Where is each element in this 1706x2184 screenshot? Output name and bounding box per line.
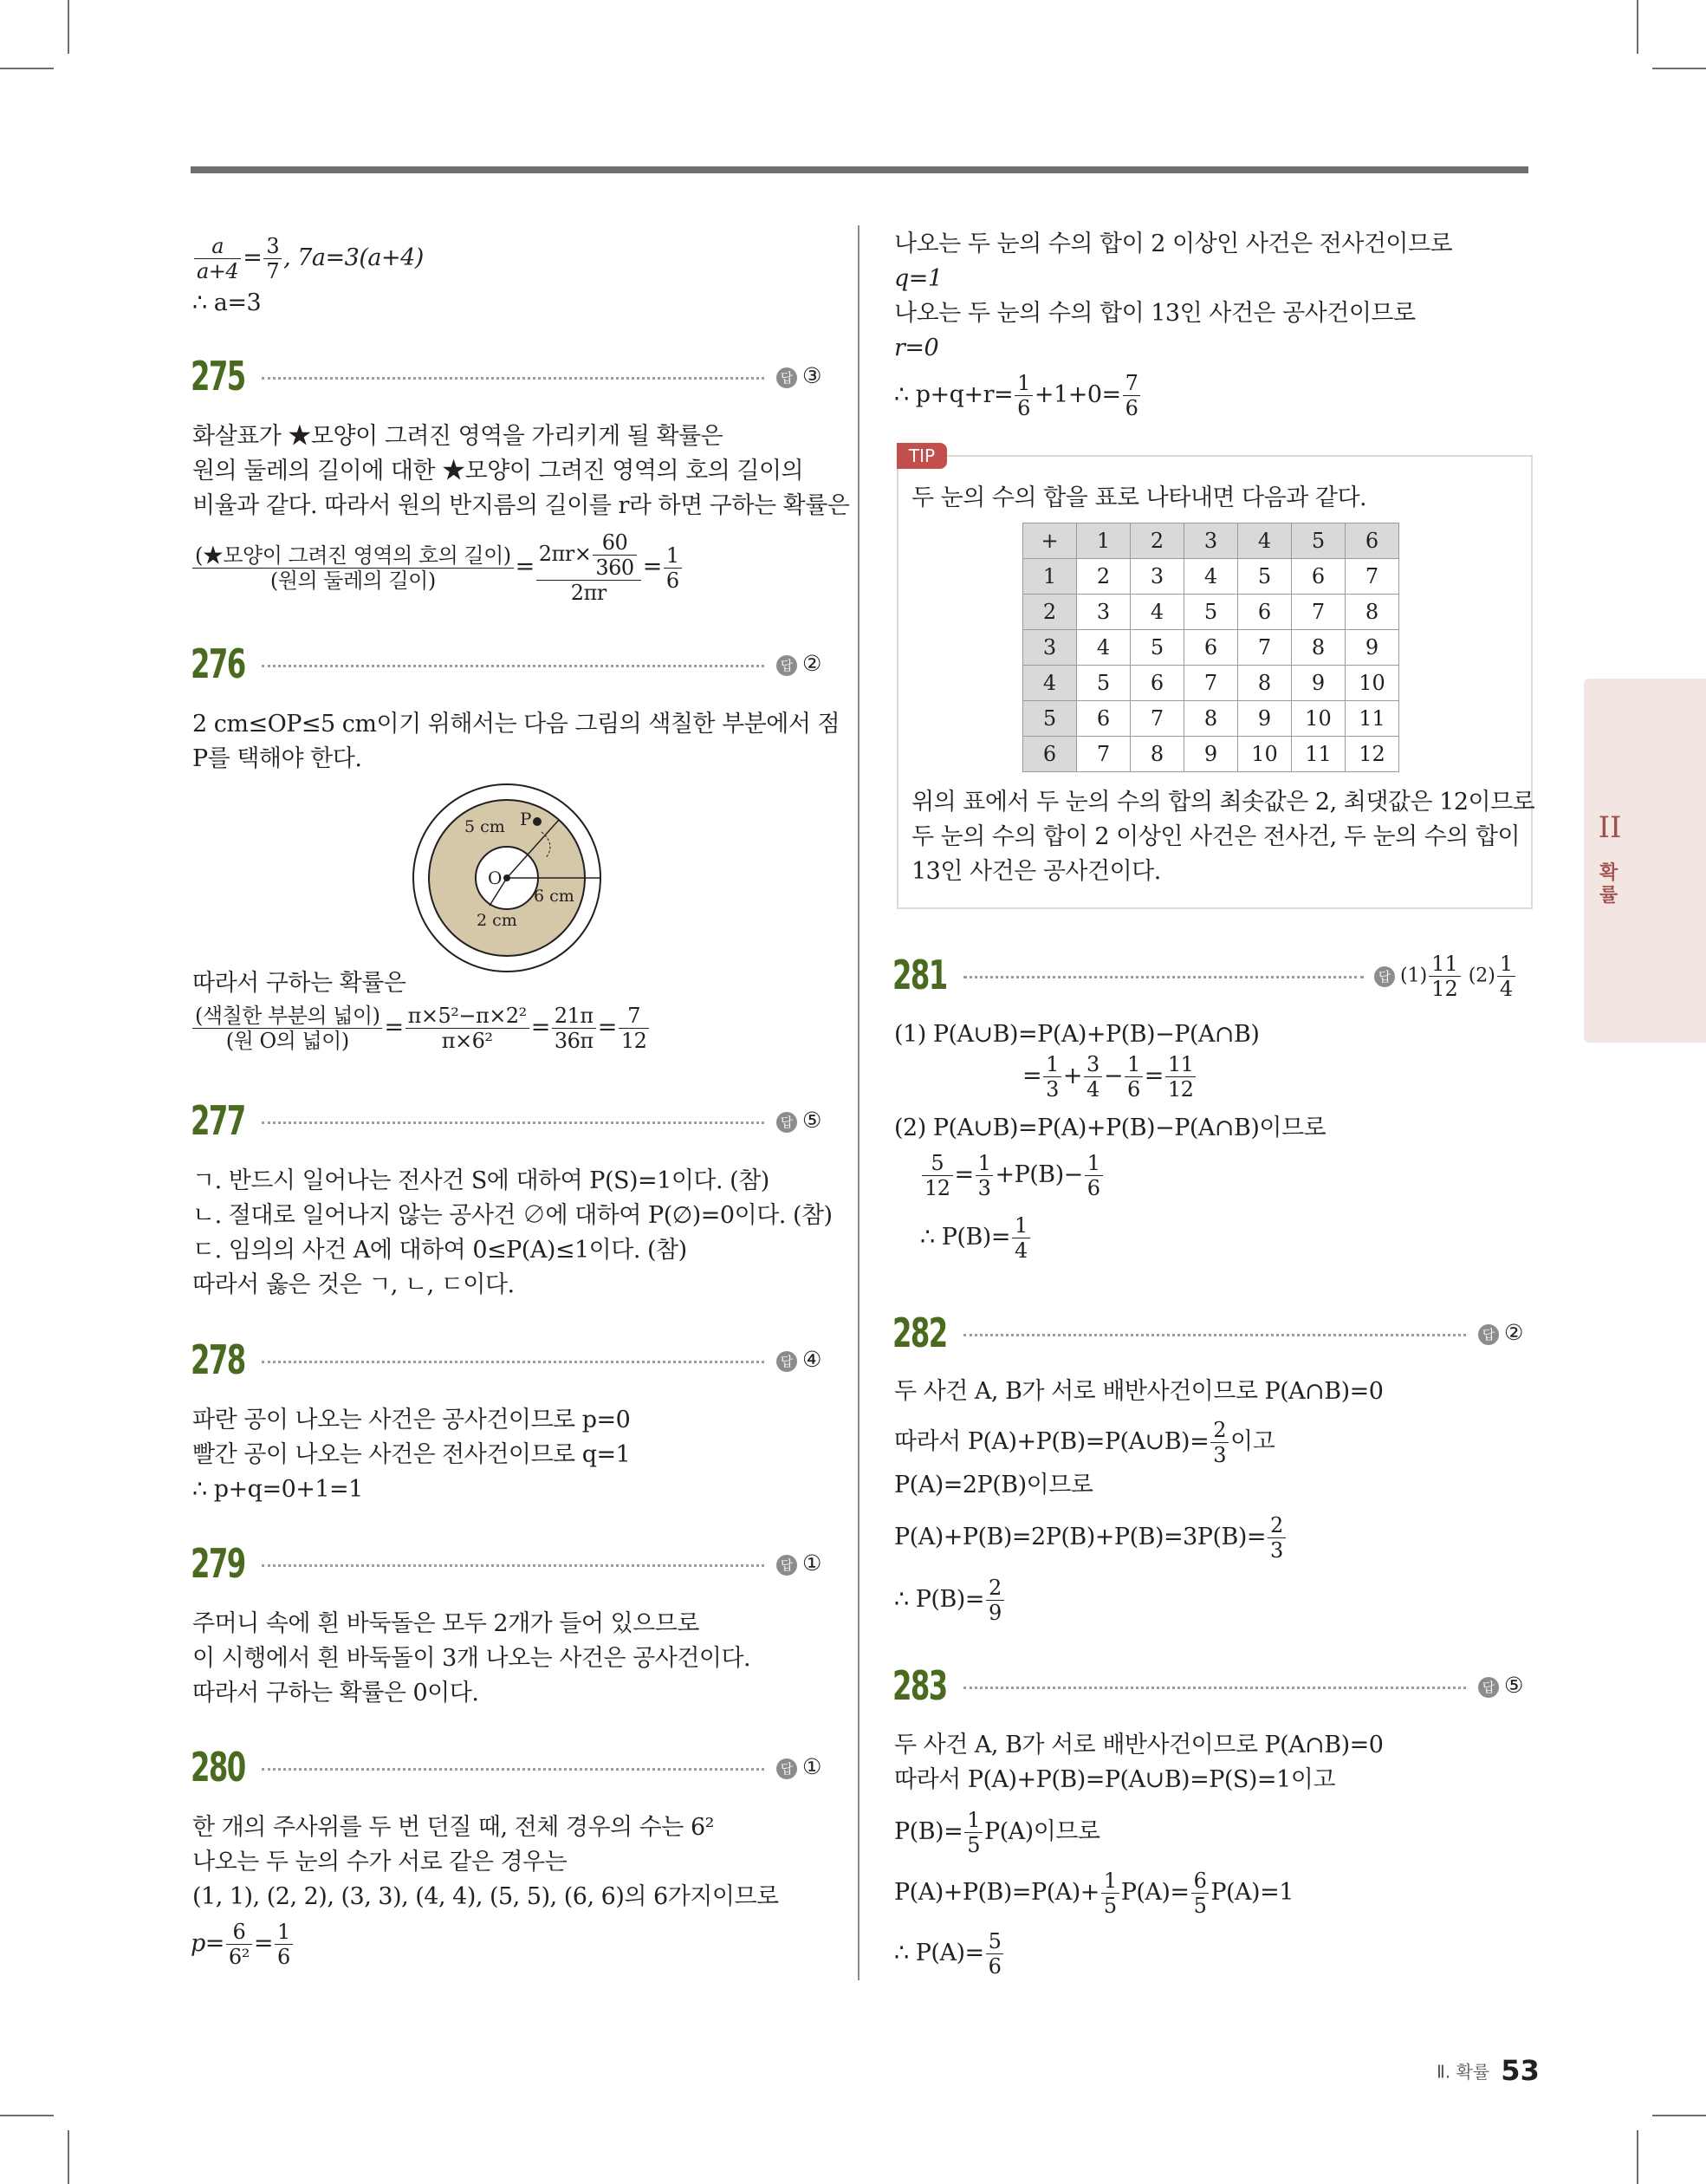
answer-icon: 답 (776, 367, 797, 388)
crop-mark (0, 2115, 54, 2116)
tip-line: 두 눈의 수의 합이 2 이상인 사건은 전사건, 두 눈의 수의 합이 (911, 823, 1521, 850)
leader-dots (262, 1121, 764, 1124)
concentric-circles-figure (407, 778, 607, 978)
problem-278-header (191, 1336, 823, 1385)
text-line: 원의 둘레의 길이에 대한 ★모양이 그려진 영역의 호의 길이의 (192, 458, 804, 484)
table-row (1023, 737, 1399, 772)
label-2cm: 2 cm (477, 911, 517, 930)
table-cell: 5 (1131, 630, 1184, 666)
crop-mark (1637, 2130, 1638, 2184)
leader-dots (262, 1564, 764, 1567)
answer: 답 ② (776, 651, 821, 676)
table-cell: 4 (1077, 630, 1131, 666)
probability-equation: $\frac{\text{(색칠한 부분의 넓이)}}{\text{(원 O의 넓이)}}$ = $\frac{\text{π×5²−π×2²}}{\text{π×6²}}$ = $\frac{21\pi}{36\pi}$ = $\frac{7}{12}$ (191, 1004, 651, 1053)
answer-icon: 답 (1478, 1324, 1499, 1345)
problem-280-header (191, 1744, 823, 1792)
problem-number: 277 (191, 1097, 245, 1144)
problem-number: 280 (191, 1744, 245, 1791)
leader-dots (262, 377, 764, 380)
table-row (1023, 559, 1399, 595)
table-cell: 10 (1346, 666, 1399, 701)
table-row (1023, 630, 1399, 666)
equation-line: 따라서 P(A)+P(B)=P(A∪B)= $\frac{2}{3}$ 이고 (894, 1418, 1275, 1467)
crop-mark (68, 0, 69, 54)
leader-dots (262, 665, 764, 667)
crop-mark (0, 68, 54, 69)
table-cell: 4 (1023, 666, 1077, 701)
crop-mark (1652, 2115, 1706, 2116)
text-line: ㄱ. 반드시 일어나는 전사건 S에 대하여 P(S)=1이다. (참) (192, 1167, 769, 1194)
answer: 답 ⑤ (1478, 1673, 1523, 1698)
answer: 답 ① (776, 1550, 821, 1576)
text-line: (2) P(A∪B)=P(A)+P(B)−P(A∩B)이므로 (894, 1115, 1327, 1141)
table-cell: 10 (1292, 701, 1346, 737)
text-line: 파란 공이 나오는 사건은 공사건이므로 p=0 (192, 1407, 631, 1433)
answer-icon: 답 (776, 1351, 797, 1372)
table-cell: 9 (1184, 737, 1238, 772)
answer-icon: 답 (776, 655, 797, 676)
table-cell: + (1023, 523, 1077, 559)
table-cell: 11 (1292, 737, 1346, 772)
equation-line: ∴ P(A)= $\frac{5}{6}$ (894, 1929, 1005, 1979)
label-O: O (488, 868, 503, 888)
label-5cm: 5 cm (464, 817, 505, 836)
text-line: 나오는 두 눈의 수가 서로 같은 경우는 (192, 1849, 568, 1875)
table-cell: 4 (1184, 559, 1238, 595)
equation-line: ∴ P(B)= $\frac{2}{9}$ (894, 1576, 1006, 1625)
problem-number: 282 (892, 1310, 947, 1356)
table-cell: 6 (1023, 737, 1077, 772)
side-tab-roman: II (1598, 810, 1622, 845)
leader-dots (262, 1768, 764, 1771)
table-cell: 3 (1131, 559, 1184, 595)
column-divider (858, 225, 859, 1980)
table-cell: 6 (1238, 595, 1292, 630)
text-line: ∴ p+q=0+1=1 (192, 1476, 363, 1503)
table-cell: 7 (1292, 595, 1346, 630)
text-line: P(A)=2P(B)이므로 (894, 1472, 1093, 1498)
equation-line: = $\frac{1}{3}$ + $\frac{3}{4}$ − $\frac{1}{6}$ = $\frac{11}{12}$ (1022, 1052, 1197, 1102)
footer-section: Ⅱ. 확률 (1437, 2061, 1490, 2083)
table-cell: 4 (1238, 523, 1292, 559)
problem-277-header (191, 1097, 823, 1146)
table-cell: 9 (1238, 701, 1292, 737)
table-cell: 6 (1184, 630, 1238, 666)
answer-icon: 답 (776, 1758, 797, 1779)
table-cell: 5 (1292, 523, 1346, 559)
equation-line: $\frac{5}{12}$ = $\frac{1}{3}$ +P(B)− $\frac{1}{6}$ (920, 1151, 1105, 1200)
table-cell: 12 (1346, 737, 1399, 772)
dice-sum-table (1022, 523, 1399, 772)
problem-number: 279 (191, 1540, 245, 1587)
answer-icon: 답 (1478, 1677, 1499, 1698)
leader-dots (963, 976, 1364, 978)
point-P (533, 817, 542, 826)
problem-279-header (191, 1540, 823, 1589)
text-line: 따라서 옳은 것은 ㄱ, ㄴ, ㄷ이다. (192, 1271, 515, 1298)
table-cell: 2 (1077, 559, 1131, 595)
table-cell: 3 (1023, 630, 1077, 666)
probability-equation: $\frac{\text{(★모양이 그려진 영역의 호의 길이)}}{\text{(원의 둘레의 길이)}}$ = 2πr× $\frac{60}{360}$ 2πr = $\frac{1}{6}$ (191, 530, 684, 605)
table-row (1023, 523, 1399, 559)
table-cell: 8 (1184, 701, 1238, 737)
table-cell: 6 (1292, 559, 1346, 595)
answer-icon: 답 (776, 1555, 797, 1576)
side-tab-label: 확률 (1599, 862, 1618, 907)
answer-icon: 답 (776, 1112, 797, 1133)
probability-equation: p= $\frac{6}{\text{6²}}$ = $\frac{1}{6}$ (191, 1920, 295, 1969)
equation-line: ∴ P(B)= $\frac{1}{4}$ (920, 1213, 1032, 1263)
problem-number: 283 (892, 1662, 947, 1709)
table-cell: 8 (1131, 737, 1184, 772)
table-cell: 7 (1131, 701, 1184, 737)
table-cell: 4 (1131, 595, 1184, 630)
intro-equation: $\frac{a}{a+4}$ = $\frac{3}{7}$ , 7a=3(a+4) (192, 234, 424, 283)
text-line: 2 cm≤OP≤5 cm이기 위해서는 다음 그림의 색칠한 부분에서 점 (192, 711, 840, 738)
tip-intro: 두 눈의 수의 합을 표로 나타내면 다음과 같다. (911, 484, 1367, 511)
answer: 답 ⑤ (776, 1108, 821, 1133)
table-cell: 10 (1238, 737, 1292, 772)
label-6cm: 6 cm (534, 887, 574, 906)
table-cell: 8 (1346, 595, 1399, 630)
crop-mark (68, 2130, 69, 2184)
text-line: 따라서 P(A)+P(B)=P(A∪B)=P(S)=1이고 (894, 1766, 1335, 1793)
table-cell: 9 (1292, 666, 1346, 701)
answer-icon: 답 (1374, 966, 1395, 987)
table-cell: 5 (1077, 666, 1131, 701)
table-cell: 3 (1184, 523, 1238, 559)
table-cell: 7 (1077, 737, 1131, 772)
text-line: 나오는 두 눈의 수의 합이 2 이상인 사건은 전사건이므로 (894, 231, 1453, 257)
text-line: r=0 (894, 335, 939, 361)
table-row (1023, 595, 1399, 630)
text-line: 이 시행에서 흰 바둑돌이 3개 나오는 사건은 공사건이다. (192, 1645, 751, 1672)
label-P: P (520, 809, 532, 829)
table-cell: 8 (1292, 630, 1346, 666)
table-cell: 5 (1238, 559, 1292, 595)
page-footer (1437, 2054, 1540, 2087)
equation-line: P(A)+P(B)=2P(B)+P(B)=3P(B)= $\frac{2}{3}$ (894, 1513, 1288, 1563)
answer: 답 (1) $\frac{11}{12}$ (2) $\frac{1}{4}$ (1374, 952, 1517, 1001)
table-cell: 5 (1023, 701, 1077, 737)
problem-283-header (892, 1662, 1534, 1711)
text-line: ㄴ. 절대로 일어나지 않는 공사건 ∅에 대하여 P(∅)=0이다. (참) (192, 1202, 833, 1229)
problem-number: 276 (191, 640, 245, 687)
text-line: (1, 1), (2, 2), (3, 3), (4, 4), (5, 5), (6, 6)의 6가지이므로 (192, 1883, 779, 1910)
answer: 답 ③ (776, 363, 821, 388)
answer: 답 ④ (776, 1347, 821, 1372)
leader-dots (262, 1361, 764, 1363)
problem-number: 275 (191, 353, 245, 400)
table-row (1023, 666, 1399, 701)
leader-dots (963, 1334, 1466, 1336)
equation-line: P(B)= $\frac{1}{5}$ P(A)이므로 (894, 1808, 1100, 1857)
text-line: 따라서 구하는 확률은 (192, 970, 406, 997)
page-number: 53 (1501, 2054, 1540, 2087)
conclusion-equation: ∴ p+q+r= $\frac{1}{6}$ +1+0= $\frac{7}{6}$ (894, 371, 1142, 420)
table-cell: 7 (1346, 559, 1399, 595)
text-line: 따라서 구하는 확률은 0이다. (192, 1680, 479, 1706)
chapter-side-tab[interactable] (1584, 679, 1706, 1043)
table-cell: 8 (1238, 666, 1292, 701)
crop-mark (1652, 68, 1706, 69)
tip-line: 13인 사건은 공사건이다. (911, 858, 1161, 885)
table-cell: 6 (1077, 701, 1131, 737)
problem-282-header (892, 1310, 1534, 1358)
text-line: 빨간 공이 나오는 사건은 전사건이므로 q=1 (192, 1441, 631, 1468)
table-cell: 9 (1346, 630, 1399, 666)
table-cell: 11 (1346, 701, 1399, 737)
table-cell: 2 (1131, 523, 1184, 559)
equation-line: P(A)+P(B)=P(A)+ $\frac{1}{5}$ P(A)= $\frac{6}{5}$ P(A)=1 (894, 1869, 1294, 1918)
text-line: q=1 (894, 265, 943, 292)
table-row (1023, 701, 1399, 737)
table-cell: 7 (1184, 666, 1238, 701)
problem-275-header (191, 353, 823, 401)
intro-conclusion: ∴ a=3 (192, 289, 262, 316)
text-line: P를 택해야 한다. (192, 745, 362, 772)
table-cell: 6 (1346, 523, 1399, 559)
table-cell: 7 (1238, 630, 1292, 666)
text-line: 주머니 속에 흰 바둑돌은 모두 2개가 들어 있으므로 (192, 1610, 699, 1637)
text-line: 나오는 두 눈의 수의 합이 13인 사건은 공사건이므로 (894, 300, 1416, 327)
table-cell: 3 (1077, 595, 1131, 630)
leader-dots (963, 1687, 1466, 1689)
top-rule (191, 166, 1528, 173)
text-line: ㄷ. 임의의 사건 A에 대하여 0≤P(A)≤1이다. (참) (192, 1237, 687, 1264)
text-line: 비율과 같다. 따라서 원의 반지름의 길이를 r라 하면 구하는 확률은 (192, 492, 850, 519)
tip-line: 위의 표에서 두 눈의 수의 합의 최솟값은 2, 최댓값은 12이므로 (911, 789, 1535, 816)
text-line: 화살표가 ★모양이 그려진 영역을 가리키게 될 확률은 (192, 423, 723, 450)
problem-281-header (892, 952, 1534, 1001)
tip-label: TIP (897, 443, 947, 469)
table-cell: 5 (1184, 595, 1238, 630)
text-line: 한 개의 주사위를 두 번 던질 때, 전체 경우의 수는 6² (192, 1814, 714, 1841)
answer: 답 ② (1478, 1320, 1523, 1345)
crop-mark (1637, 0, 1638, 54)
table-cell: 2 (1023, 595, 1077, 630)
text-line: 두 사건 A, B가 서로 배반사건이므로 P(A∩B)=0 (894, 1378, 1384, 1405)
problem-number: 281 (892, 952, 947, 998)
table-cell: 1 (1023, 559, 1077, 595)
table-cell: 6 (1131, 666, 1184, 701)
text-line: (1) P(A∪B)=P(A)+P(B)−P(A∩B) (894, 1021, 1260, 1048)
text-line: 두 사건 A, B가 서로 배반사건이므로 P(A∩B)=0 (894, 1732, 1384, 1758)
answer: 답 ① (776, 1754, 821, 1779)
problem-276-header (191, 640, 823, 689)
problem-number: 278 (191, 1336, 245, 1383)
table-cell: 1 (1077, 523, 1131, 559)
